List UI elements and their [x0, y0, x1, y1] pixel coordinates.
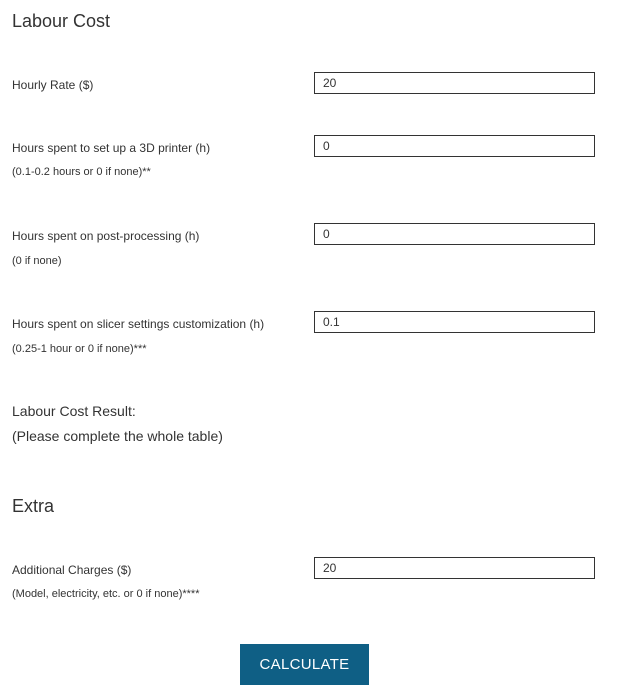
slicer-hours-hint: (0.25-1 hour or 0 if none)***	[12, 343, 147, 355]
hourly-rate-input[interactable]	[314, 72, 595, 94]
setup-hours-input[interactable]	[314, 135, 595, 157]
labour-cost-result-note: (Please complete the whole table)	[12, 428, 223, 444]
slicer-hours-label: Hours spent on slicer settings customization (h)	[12, 317, 265, 331]
post-processing-hours-input[interactable]	[314, 223, 595, 245]
labour-cost-title: Labour Cost	[12, 11, 111, 31]
post-processing-hours-hint: (0 if none)	[12, 255, 62, 267]
calculate-button[interactable]: CALCULATE	[240, 644, 369, 685]
post-processing-hours-label: Hours spent on post-processing (h)	[12, 229, 200, 243]
hourly-rate-label: Hourly Rate ($)	[12, 78, 94, 92]
setup-hours-label: Hours spent to set up a 3D printer (h)	[12, 141, 211, 155]
extra-title: Extra	[12, 496, 55, 516]
setup-hours-hint: (0.1-0.2 hours or 0 if none)**	[12, 166, 151, 178]
additional-charges-input[interactable]	[314, 557, 595, 579]
labour-cost-result-label: Labour Cost Result:	[12, 403, 136, 419]
additional-charges-label: Additional Charges ($)	[12, 563, 132, 577]
additional-charges-hint: (Model, electricity, etc. or 0 if none)****	[12, 588, 200, 600]
slicer-hours-input[interactable]	[314, 311, 595, 333]
